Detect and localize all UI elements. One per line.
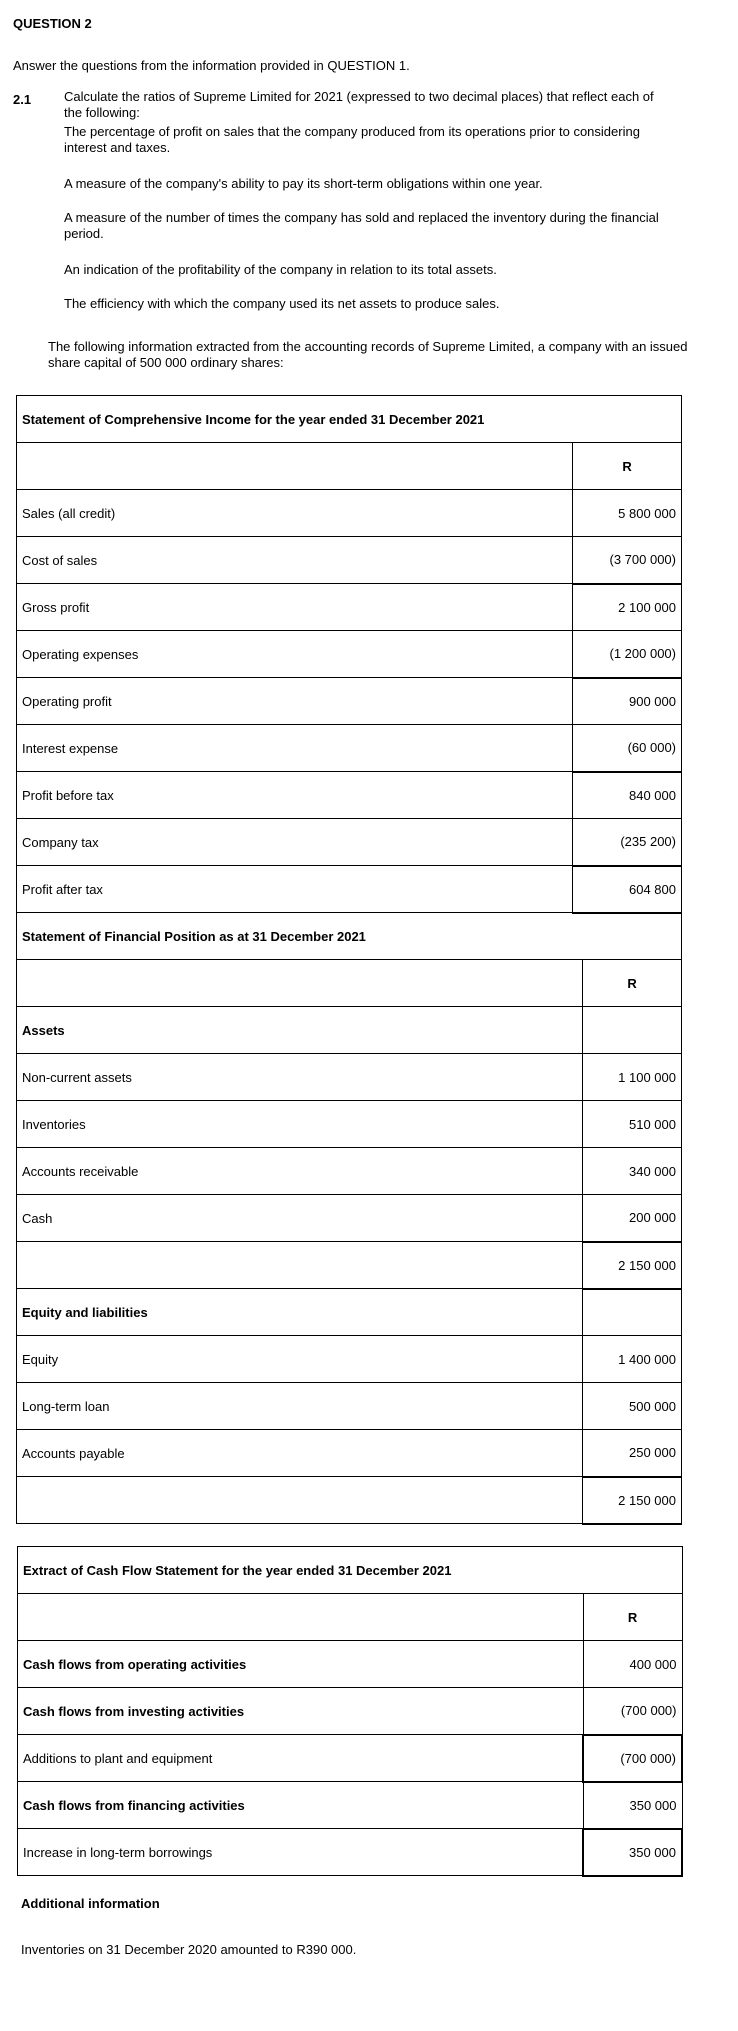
row-label: Inventories (17, 1101, 583, 1148)
financial-position-table (16, 912, 682, 1525)
row-amount: 2 100 000 (573, 584, 682, 631)
row-label: Cash flows from financing activities (18, 1782, 584, 1829)
row-label: Profit after tax (17, 866, 573, 913)
table-row (17, 772, 682, 819)
row-label: Cost of sales (17, 537, 573, 584)
table-row (17, 1195, 682, 1242)
row-label: Accounts receivable (17, 1148, 583, 1195)
ratio-item-4: An indication of the profitability of the company in relation to its total assets. (64, 262, 497, 277)
info-paragraph: The following information extracted from the accounting records of Supreme Limited, a company with an issued share capital of 500 000 ordinary shares: (48, 339, 688, 370)
table-row (17, 1336, 682, 1383)
row-label: Cash flows from operating activities (18, 1641, 584, 1688)
table-row (18, 1735, 683, 1782)
ratio-item-1: The percentage of profit on sales that the company produced from its operations prior to considering interest and taxes. (64, 124, 640, 155)
income-title: Statement of Comprehensive Income for the year ended 31 December 2021 (17, 396, 682, 443)
table-row (18, 1641, 683, 1688)
equity-heading-blank (583, 1289, 682, 1336)
income-currency: R (573, 443, 682, 490)
table-row (17, 1383, 682, 1430)
row-label: Operating expenses (17, 631, 573, 678)
row-amount: 350 000 (583, 1829, 682, 1876)
row-amount: (700 000) (583, 1688, 682, 1735)
row-amount: (3 700 000) (573, 537, 682, 584)
position-currency: R (583, 960, 682, 1007)
table-row (18, 1829, 683, 1876)
row-amount: 250 000 (583, 1430, 682, 1477)
row-amount: 1 100 000 (583, 1054, 682, 1101)
row-label: Non-current assets (17, 1054, 583, 1101)
intro-text: Answer the questions from the information provided in QUESTION 1. (13, 58, 410, 73)
income-statement-table (16, 395, 682, 914)
row-label: Interest expense (17, 725, 573, 772)
table-row (17, 537, 682, 584)
row-amount: 200 000 (583, 1195, 682, 1242)
assets-heading: Assets (17, 1007, 583, 1054)
row-amount: (235 200) (573, 819, 682, 866)
row-label: Gross profit (17, 584, 573, 631)
cashflow-currency: R (583, 1594, 682, 1641)
row-amount: 604 800 (573, 866, 682, 913)
table-row (17, 1477, 682, 1524)
row-amount: 340 000 (583, 1148, 682, 1195)
equity-total-blank (17, 1477, 583, 1524)
row-label: Cash flows from investing activities (18, 1688, 584, 1735)
row-label: Long-term loan (17, 1383, 583, 1430)
row-amount: 900 000 (573, 678, 682, 725)
table-row (17, 490, 682, 537)
row-amount: (60 000) (573, 725, 682, 772)
table-row (17, 631, 682, 678)
cashflow-title: Extract of Cash Flow Statement for the year ended 31 December 2021 (18, 1547, 683, 1594)
assets-heading-blank (583, 1007, 682, 1054)
row-amount: (700 000) (583, 1735, 682, 1782)
table-row (18, 1688, 683, 1735)
ratio-item-5: The efficiency with which the company used its net assets to produce sales. (64, 296, 500, 311)
equity-total: 2 150 000 (583, 1477, 682, 1524)
cashflow-blank-cell (18, 1594, 584, 1641)
additional-info-text: Inventories on 31 December 2020 amounted to R390 000. (21, 1942, 357, 1957)
row-amount: 500 000 (583, 1383, 682, 1430)
row-label: Cash (17, 1195, 583, 1242)
row-label: Accounts payable (17, 1430, 583, 1477)
table-row (17, 819, 682, 866)
row-amount: 510 000 (583, 1101, 682, 1148)
row-amount: 350 000 (583, 1782, 682, 1829)
row-amount: 5 800 000 (573, 490, 682, 537)
row-label: Increase in long-term borrowings (18, 1829, 584, 1876)
position-title: Statement of Financial Position as at 31 December 2021 (17, 913, 682, 960)
table-row (17, 1430, 682, 1477)
cashflow-table (17, 1546, 683, 1877)
row-label: Profit before tax (17, 772, 573, 819)
position-blank-cell (17, 960, 583, 1007)
table-row (17, 1242, 682, 1289)
table-row (17, 1148, 682, 1195)
ratio-item-3: A measure of the number of times the company has sold and replaced the inventory during the financial period. (64, 210, 659, 241)
question-instruction: Calculate the ratios of Supreme Limited for 2021 (expressed to two decimal places) that reflect each of the following: (64, 89, 654, 120)
equity-heading: Equity and liabilities (17, 1289, 583, 1336)
assets-total: 2 150 000 (583, 1242, 682, 1289)
ratio-item-2: A measure of the company's ability to pay its short-term obligations within one year. (64, 176, 543, 191)
row-amount: 840 000 (573, 772, 682, 819)
row-label: Company tax (17, 819, 573, 866)
question-number: 2.1 (13, 92, 32, 107)
row-label: Additions to plant and equipment (18, 1735, 584, 1782)
assets-total-blank (17, 1242, 583, 1289)
row-label: Equity (17, 1336, 583, 1383)
row-amount: (1 200 000) (573, 631, 682, 678)
table-row (17, 678, 682, 725)
question-title: QUESTION 2 (13, 16, 92, 31)
table-row (17, 866, 682, 913)
additional-info-heading: Additional information (21, 1896, 160, 1911)
row-amount: 400 000 (583, 1641, 682, 1688)
table-row (17, 1054, 682, 1101)
table-row (17, 725, 682, 772)
income-blank-cell (17, 443, 573, 490)
table-row (17, 584, 682, 631)
row-label: Sales (all credit) (17, 490, 573, 537)
row-label: Operating profit (17, 678, 573, 725)
table-row (18, 1782, 683, 1829)
table-row (17, 1101, 682, 1148)
row-amount: 1 400 000 (583, 1336, 682, 1383)
